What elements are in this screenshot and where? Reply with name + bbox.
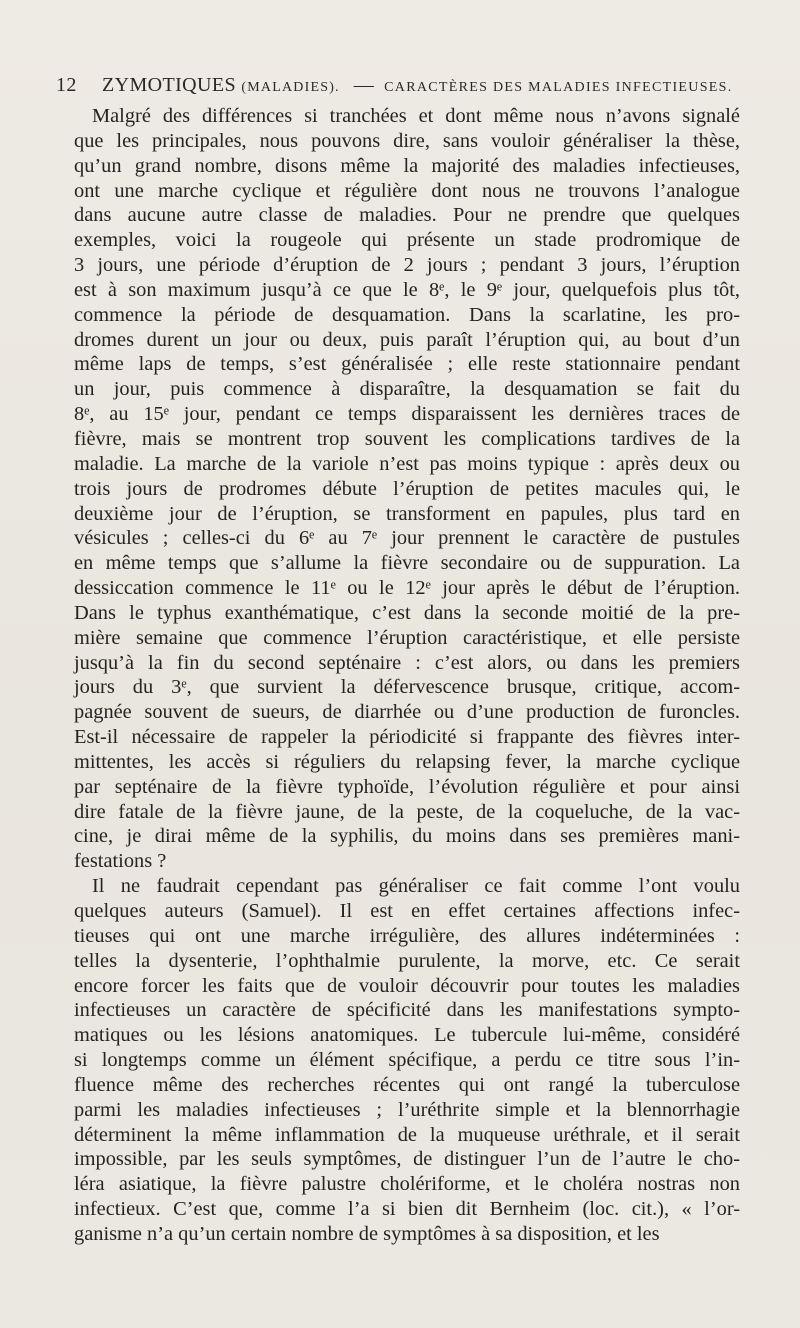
text-line: maladie. La marche de la variole n’est pas moins typique : après deux ou [74,452,740,475]
text-line: mière semaine que commence l’éruption caractéristique, et elle persiste [74,626,740,649]
text-line: ont une marche cyclique et régulière dont nous ne trouvons l’analogue [74,179,740,202]
text-line: vésicules ; celles-ci du 6ᵉ au 7ᵉ jour prennent le caractère de pustules [74,527,740,550]
text-line: exemples, voici la rougeole qui présente un stade prodromique de [74,229,740,252]
text-line: infectieuses un caractère de spécificité dans les manifestations sympto- [74,999,740,1022]
text-line: telles la dysenterie, l’ophthalmie purulente, la morve, etc. Ce serait [74,949,740,972]
text-line: tieuses qui ont une marche irrégulière, des allures indéterminées : [74,924,740,947]
text-line: deuxième jour de l’éruption, se transforment en papules, plus tard en [74,502,740,525]
text-line: ganisme n’a qu’un certain nombre de symptômes à sa disposition, et les [74,1222,660,1245]
text-line: dromes durent un jour ou deux, puis paraît l’éruption qui, au bout d’un [74,328,740,351]
text-line: qu’un grand nombre, disons même la majorité des maladies infectieuses, [74,154,740,177]
text-line: 3 jours, une période d’éruption de 2 jours ; pendant 3 jours, l’éruption [74,254,740,277]
text-line: déterminent la même inflammation de la muqueuse uréthrale, et il serait [74,1123,740,1146]
text-line: Dans le typhus exanthématique, c’est dans la seconde moitié de la pre- [74,601,740,624]
text-line: Il ne faudrait cependant pas généraliser ce fait comme l’ont voulu [92,875,740,898]
text-line: parmi les maladies infectieuses ; l’uréthrite simple et la blennorrhagie [74,1098,740,1121]
text-line: mittentes, les accès si réguliers du relapsing fever, la marche cyclique [74,750,740,773]
text-line: dessiccation commence le 11ᵉ ou le 12ᵉ jour après le début de l’éruption. [74,577,740,600]
text-line: encore forcer les faits que de vouloir découvrir pour toutes les maladies [74,974,740,997]
text-line: jours du 3ᵉ, que survient la défervescence brusque, critique, accom- [74,676,740,699]
text-line: matiques ou les lésions anatomiques. Le tubercule lui-même, considéré [74,1024,740,1047]
text-line: dans aucune autre classe de maladies. Pour ne prendre que quelques [74,204,740,227]
text-line: commence la période de desquamation. Dans la scarlatine, les pro- [74,303,740,326]
text-line: si longtemps comme un élément spécifique, a perdu ce titre sous l’in- [74,1049,740,1072]
running-head [56,74,756,100]
header-dash: — [353,74,375,96]
paragraph [74,104,740,874]
text-line: que les principales, nous pouvons dire, sans vouloir généraliser la thèse, [74,129,740,152]
text-line: fluence même des recherches récentes qui ont rangé la tuberculose [74,1073,740,1096]
paragraph [74,874,740,1247]
text-line: jusqu’à la fin du second septénaire : c’est alors, ou dans les premiers [74,651,740,674]
text-line: même laps de temps, s’est généralisée ; elle reste stationnaire pendant [74,353,740,376]
text-line: cine, je dirai même de la syphilis, du moins dans ses premières mani- [74,825,740,848]
header-title: ZYMOTIQUES [102,74,236,96]
header-section: CARACTÈRES DES MALADIES INFECTIEUSES. [384,80,733,95]
text-line: festations ? [74,850,167,873]
text-line: est à son maximum jusqu’à ce que le 8ᵉ, le 9ᵉ jour, quelquefois plus tôt, [74,278,740,301]
text-line: trois jours de prodromes débute l’éruption de petites macules qui, le [74,477,740,500]
text-line: impossible, par les seuls symptômes, de distinguer l’un de l’autre le cho- [74,1148,740,1171]
text-line: quelques auteurs (Samuel). Il est en effet certaines affections infec- [74,900,740,922]
text-line: par septénaire de la fièvre typhoïde, l’évolution régulière et pour ainsi [74,775,740,798]
text-line: en même temps que s’allume la fièvre secondaire ou de suppuration. La [74,552,740,575]
page-number: 12 [56,74,77,96]
body-text [74,104,740,1247]
text-line: pagnée souvent de sueurs, de diarrhée ou d’une production de furoncles. [74,701,740,724]
text-line: 8ᵉ, au 15ᵉ jour, pendant ce temps disparaissent les dernières traces de [74,403,740,426]
text-line: Malgré des différences si tranchées et dont même nous n’avons signalé [92,105,740,127]
text-line: léra asiatique, la fièvre palustre cholériforme, et le choléra nostras non [74,1173,740,1196]
text-line: fièvre, mais se montrent trop souvent les complications tardives de la [74,427,740,450]
header-title-paren: (MALADIES). [241,80,340,95]
text-line: infectieux. C’est que, comme l’a si bien dit Bernheim (loc. cit.), « l’or- [74,1198,740,1221]
text-line: dire fatale de la fièvre jaune, de la peste, de la coqueluche, de la vac- [74,800,740,823]
text-line: un jour, puis commence à disparaître, la desquamation se fait du [74,378,740,401]
text-line: Est-il nécessaire de rappeler la périodicité si frappante des fièvres inter- [74,726,740,749]
